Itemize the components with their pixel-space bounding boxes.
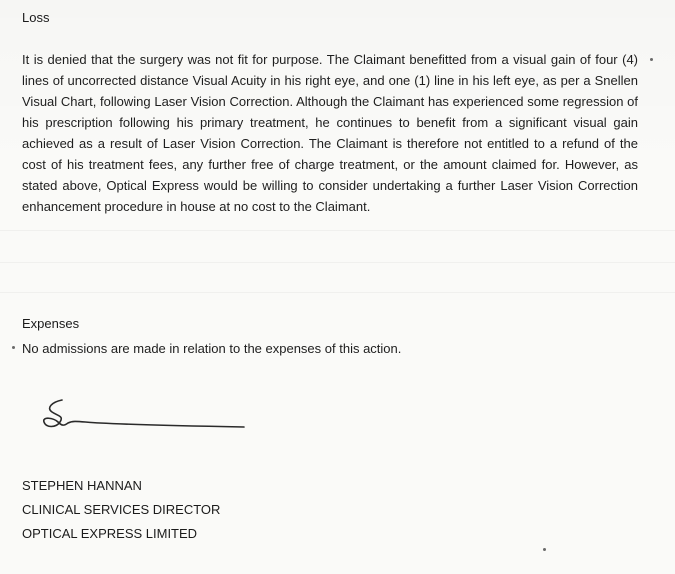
loss-paragraph: It is denied that the surgery was not fit for purpose. The Claimant benefitted from a visual gain of four (4) lines of uncorrected distance Visual Acuity in his right eye, and one (1) line in his left eye, as per a Snellen Visual Chart, following Laser Vision Correction. Although the Claimant has experienced some regression of his prescription following his primary treatment, he continues to benefit from a significant visual gain achieved as a result of Laser Vision Correction. The Claimant is therefore not entitled to a refund of the cost of his treatment fees, any further free of charge treatment, or the amount claimed for. However, as stated above, Optical Express would be willing to consider undertaking a further Laser Vision Correction enhancement procedure in house at no cost to the Claimant. — [22, 52, 638, 214]
signature-icon — [40, 392, 250, 442]
expenses-paragraph: No admissions are made in relation to the expenses of this action. — [22, 341, 402, 356]
bleed-through-line — [0, 230, 675, 231]
signatory-name: STEPHEN HANNAN — [22, 478, 142, 493]
expenses-heading: Expenses — [22, 316, 80, 331]
scan-speck — [12, 346, 15, 349]
signatory-title: CLINICAL SERVICES DIRECTOR — [22, 502, 221, 517]
scan-speck — [650, 58, 653, 61]
signature-block — [22, 474, 220, 546]
scan-speck — [543, 548, 546, 551]
signatory-company: OPTICAL EXPRESS LIMITED — [22, 526, 198, 541]
bleed-through-line — [0, 262, 675, 263]
bleed-through-line — [0, 292, 675, 293]
loss-heading: Loss — [22, 10, 50, 25]
